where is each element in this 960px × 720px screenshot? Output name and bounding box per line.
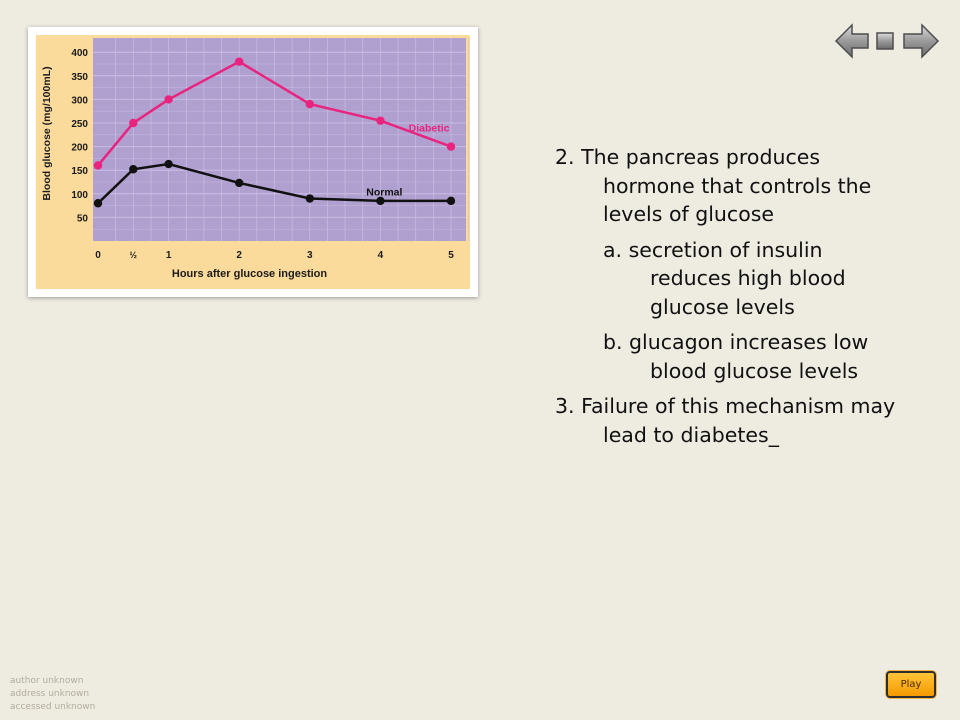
x-tick-label: 2	[236, 250, 242, 261]
y-tick-label: 300	[71, 95, 88, 107]
normal-data-point	[447, 197, 455, 205]
arrow-right-icon[interactable]	[904, 25, 938, 57]
diabetic-data-point	[235, 57, 243, 65]
diabetic-data-point	[306, 100, 314, 108]
play-button[interactable]: Play	[886, 671, 936, 698]
item-2-line-3: levels of glucose	[603, 202, 775, 226]
x-tick-label: 4	[377, 250, 384, 261]
x-tick-label: 3	[307, 250, 313, 261]
normal-data-point	[235, 179, 243, 187]
diabetic-data-point	[447, 142, 455, 150]
y-tick-label: 400	[71, 48, 88, 60]
plot-area	[93, 38, 466, 241]
item-2-line-2: hormone that controls the	[603, 173, 872, 198]
item-b-line-1: b. glucagon increases low	[603, 330, 869, 354]
credits	[10, 675, 95, 714]
x-tick-label: 1	[165, 250, 172, 261]
credit-author: author unknown	[10, 676, 84, 686]
y-tick-label: 150	[71, 166, 88, 178]
diabetic-data-point	[94, 161, 102, 169]
normal-data-point	[306, 194, 314, 202]
x-tick-label: ½	[129, 250, 138, 260]
item-2	[555, 143, 950, 229]
item-a-line-3: glucose levels	[650, 294, 795, 319]
normal-data-point	[129, 165, 137, 173]
item-b	[555, 328, 950, 385]
diabetic-data-point	[129, 119, 137, 127]
arrow-left-icon[interactable]	[836, 25, 868, 57]
item-2-line-1: 2. The pancreas produces	[555, 145, 821, 169]
diabetic-data-point	[376, 116, 384, 124]
glucose-chart	[36, 35, 470, 289]
x-tick-label: 0	[95, 250, 101, 261]
item-a	[555, 236, 950, 322]
normal-series-label: Normal	[366, 186, 403, 199]
normal-data-point	[94, 199, 102, 207]
chart-card	[28, 27, 478, 297]
item-3-line-1: 3. Failure of this mechanism may	[555, 394, 896, 418]
item-3-line-2: lead to diabetes_	[603, 422, 779, 447]
y-tick-label: 350	[71, 71, 88, 83]
slide-text	[555, 143, 950, 449]
y-tick-label: 250	[71, 119, 88, 130]
y-tick-label: 200	[71, 142, 88, 154]
x-axis-label: Hours after glucose ingestion	[171, 268, 328, 280]
square-home-icon[interactable]	[877, 33, 893, 49]
diabetic-data-point	[164, 95, 172, 103]
normal-data-point	[164, 160, 172, 168]
y-axis-label: Blood glucose (mg/100mL)	[41, 66, 53, 201]
item-b-line-2: blood glucose levels	[650, 358, 859, 383]
y-tick-label: 100	[71, 189, 88, 201]
item-3	[555, 392, 950, 449]
diabetic-series-label: Diabetic	[408, 122, 450, 135]
x-tick-label: 5	[448, 250, 454, 261]
item-a-line-2: reduces high blood	[650, 266, 846, 290]
slide-navigation	[834, 22, 940, 60]
credit-accessed: accessed unknown	[10, 702, 96, 712]
y-tick-label: 50	[76, 213, 88, 225]
credit-address: address unknown	[10, 689, 90, 699]
item-a-line-1: a. secretion of insulin	[603, 237, 823, 262]
